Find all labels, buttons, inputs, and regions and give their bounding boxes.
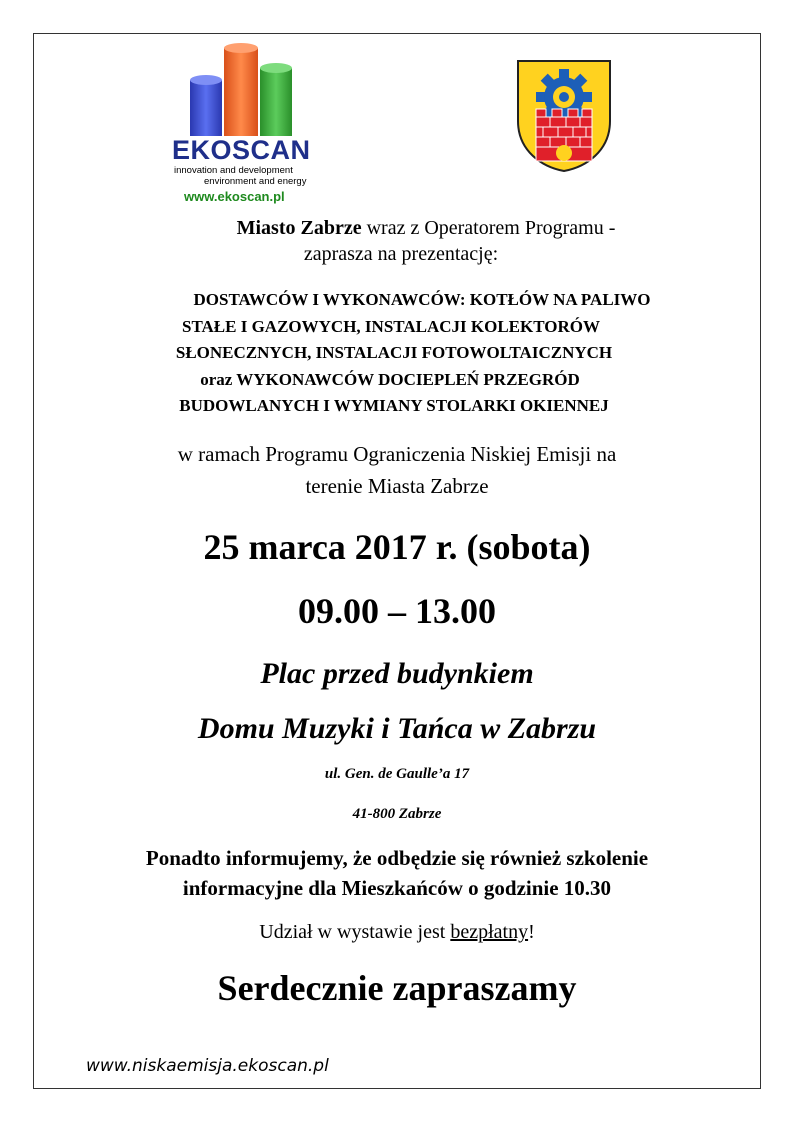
participation-note: [0, 919, 794, 945]
logo-tagline-1: innovation and development: [174, 165, 293, 176]
participation-prefix: Udział w wystawie jest: [259, 921, 451, 943]
ekoscan-logo: [170, 42, 320, 202]
training-info: [0, 843, 794, 903]
headline-line: oraz WYKONAWCÓW DOCIEPLEŃ PRZEGRÓD: [200, 369, 580, 389]
intro-line-1: [0, 215, 794, 241]
headline-line: STAŁE I GAZOWYCH, INSTALACJI KOLEKTORÓW: [181, 316, 600, 336]
event-postal-city: 41-800 Zabrze: [352, 806, 442, 822]
intro-text: [0, 215, 794, 267]
intro-line-1-rest: wraz z Operatorem Programu -: [361, 217, 616, 239]
coat-of-arms-icon: [516, 59, 612, 173]
participation-free: bezpłatny: [450, 921, 529, 943]
participation-suffix: !: [528, 921, 535, 943]
program-text: [0, 438, 794, 502]
event-date: 25 marca 2017 r. (sobota): [203, 527, 591, 567]
event-time: 09.00 – 13.00: [298, 591, 496, 631]
closing-invitation: Serdecznie zapraszamy: [217, 968, 577, 1008]
intro-line-2: zaprasza na prezentację:: [303, 243, 499, 265]
program-line: terenie Miasta Zabrze: [305, 474, 489, 498]
intro-city: Miasto Zabrze: [236, 217, 362, 239]
headline-line: DOSTAWCÓW I WYKONAWCÓW: KOTŁÓW NA PALIWO: [193, 290, 651, 309]
program-line: w ramach Programu Ograniczenia Niskiej Emisji na: [177, 442, 617, 466]
footer-url[interactable]: www.niskaemisja.ekoscan.pl: [86, 1056, 329, 1076]
logo-tagline-2: environment and energy: [204, 176, 307, 187]
headline-line: SŁONECZNYCH, INSTALACJI FOTOWOLTAICZNYCH: [175, 343, 613, 362]
ekoscan-bars-icon: [170, 42, 320, 137]
training-info-line: informacyjne dla Mieszkańców o godzinie 10.30: [182, 876, 612, 900]
event-place-line-1: Plac przed budynkiem: [260, 657, 534, 690]
headline: [0, 287, 794, 420]
event-place-line-2: Domu Muzyki i Tańca w Zabrzu: [197, 712, 597, 745]
training-info-line: Ponadto informujemy, że odbędzie się również szkolenie: [145, 846, 649, 870]
zabrze-coat-of-arms: [516, 59, 612, 173]
logo-brand: EKOSCAN: [172, 135, 311, 165]
headline-line: BUDOWLANYCH I WYMIANY STOLARKI OKIENNEJ: [179, 396, 609, 415]
logo-url[interactable]: www.ekoscan.pl: [184, 189, 285, 204]
event-street: ul. Gen. de Gaulle’a 17: [324, 766, 470, 782]
